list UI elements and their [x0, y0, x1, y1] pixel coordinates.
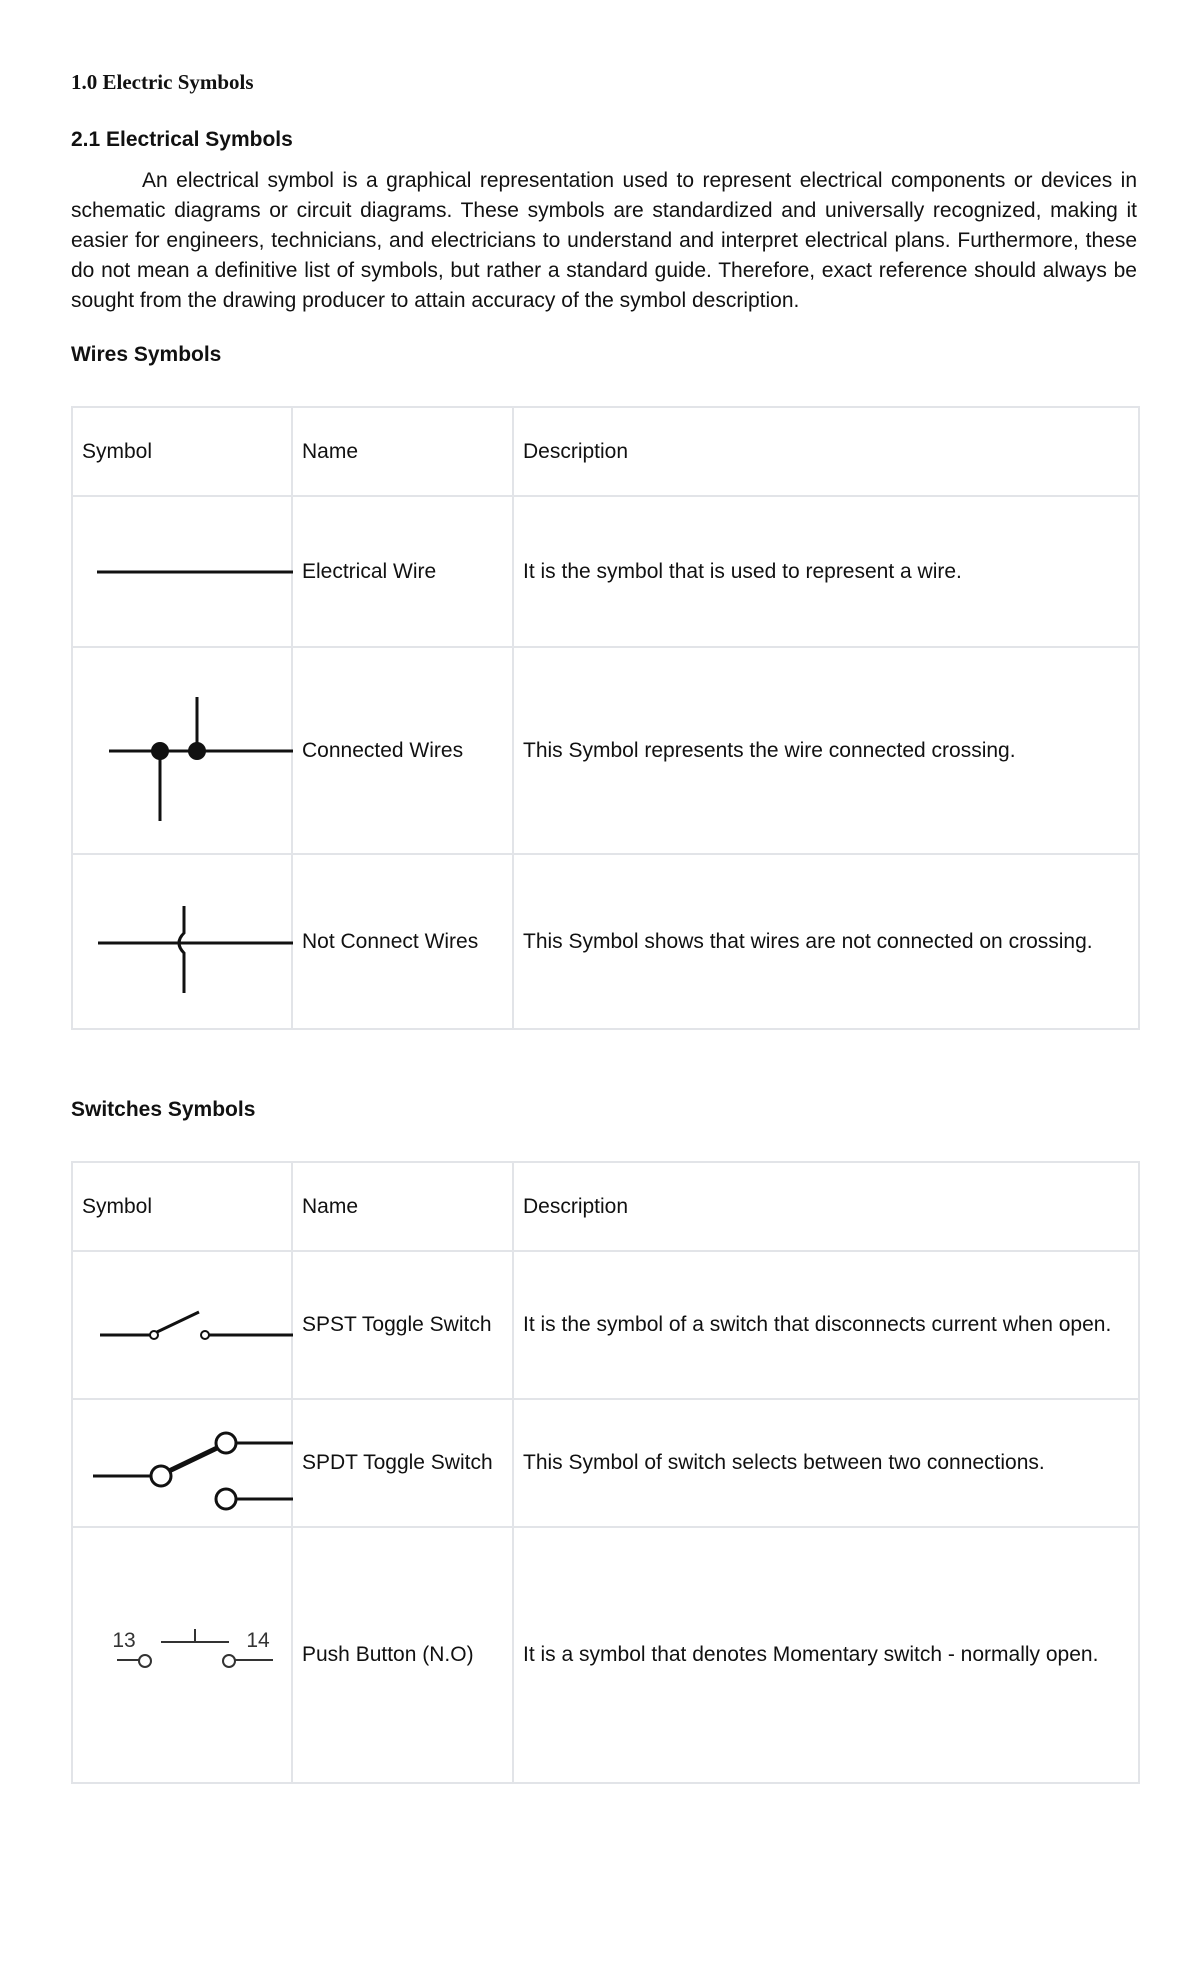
terminal-label-right: 14 [246, 1629, 270, 1652]
symbol-cell [72, 647, 292, 854]
intro-paragraph: An electrical symbol is a graphical representation used to represent electrical components or devices in schematic diagrams or circuit diagrams. These symbols are standardized and universally recognized, making it easier for engineers, technicians, and electricians to understand and interpret electrical plans. Furthermore, these do not mean a definitive list of symbols, but rather a standard guide. Therefore, exact reference should always be sought from the drawing producer to attain accuracy of the symbol description. [71, 169, 1137, 312]
symbol-name: SPST Toggle Switch [292, 1251, 513, 1399]
symbol-name: Electrical Wire [292, 496, 513, 647]
push-button-no-icon [73, 1615, 293, 1695]
symbol-description: This Symbol shows that wires are not connected on crossing. [513, 854, 1139, 1029]
wires-table [71, 406, 1140, 1030]
symbol-cell [72, 1527, 292, 1783]
table-header-row [72, 407, 1139, 496]
symbol-cell [72, 854, 292, 1029]
symbol-description: This Symbol represents the wire connected crossing. [513, 647, 1139, 854]
section-heading: 2.1 Electrical Symbols [71, 128, 293, 151]
table-header-row [72, 1162, 1139, 1251]
symbol-description: This Symbol of switch selects between two connections. [513, 1399, 1139, 1527]
header-name: Name [292, 1162, 513, 1251]
header-name: Name [292, 407, 513, 496]
not-connected-wires-icon [73, 877, 293, 1007]
symbol-name: SPDT Toggle Switch [292, 1399, 513, 1527]
document-title: 1.0 Electric Symbols [71, 70, 254, 94]
connected-wires-icon [73, 671, 293, 831]
table-row [72, 1527, 1139, 1783]
table-row [72, 1251, 1139, 1399]
table-row [72, 1399, 1139, 1527]
table-row [72, 496, 1139, 647]
switches-heading: Switches Symbols [71, 1098, 256, 1121]
spst-toggle-switch-icon [73, 1295, 293, 1355]
symbol-cell [72, 1399, 292, 1527]
symbol-description: It is the symbol that is used to represent a wire. [513, 496, 1139, 647]
terminal-label-left: 13 [112, 1629, 136, 1652]
symbol-cell [72, 496, 292, 647]
symbol-name: Not Connect Wires [292, 854, 513, 1029]
header-description: Description [513, 1162, 1139, 1251]
symbol-name: Push Button (N.O) [292, 1527, 513, 1783]
symbol-description: It is a symbol that denotes Momentary switch - normally open. [513, 1527, 1139, 1783]
header-description: Description [513, 407, 1139, 496]
wires-heading: Wires Symbols [71, 343, 222, 366]
header-symbol: Symbol [72, 407, 292, 496]
symbol-name: Connected Wires [292, 647, 513, 854]
symbol-description: It is the symbol of a switch that disconnects current when open. [513, 1251, 1139, 1399]
switches-table [71, 1161, 1140, 1784]
table-row [72, 854, 1139, 1029]
symbol-cell [72, 1251, 292, 1399]
spdt-toggle-switch-icon [73, 1413, 293, 1513]
electrical-wire-icon [73, 542, 293, 602]
table-row [72, 647, 1139, 854]
header-symbol: Symbol [72, 1162, 292, 1251]
